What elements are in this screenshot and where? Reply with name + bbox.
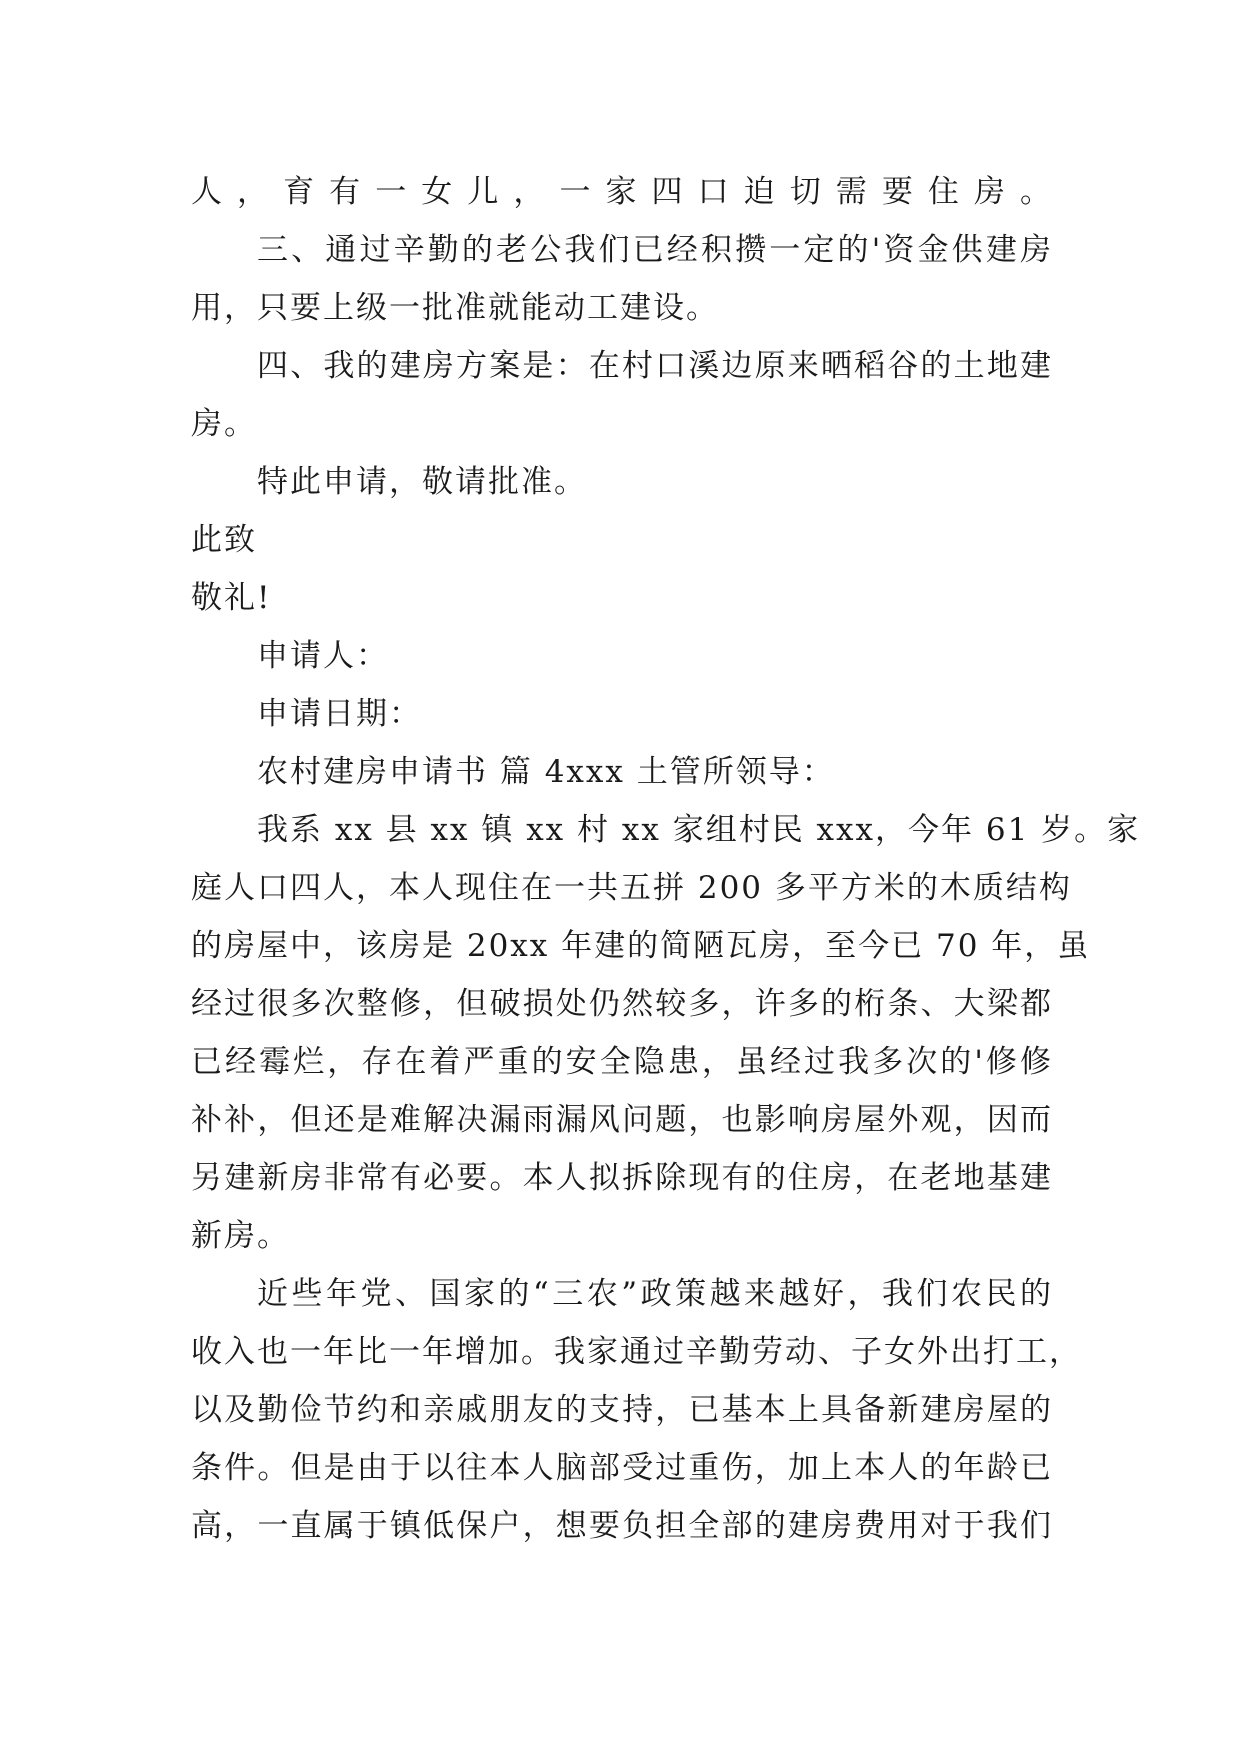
text-line: 高，一直属于镇低保户，想要负担全部的建房费用对于我们: [191, 1508, 1053, 1544]
text-line: 已经霉烂，存在着严重的安全隐患，虽经过我多次的'修修: [191, 1044, 1053, 1080]
text-line: 经过很多次整修，但破损处仍然较多，许多的桁条、大梁都: [191, 986, 1053, 1022]
text-line: 特此申请，敬请批准。: [257, 464, 587, 500]
text-line: 补补，但还是难解决漏雨漏风问题，也影响房屋外观，因而: [191, 1102, 1053, 1138]
text-line: 房。: [191, 406, 257, 442]
text-line: 的房屋中，该房是 20xx 年建的简陋瓦房，至今已 70 年，虽: [191, 928, 1091, 964]
text-line: 以及勤俭节约和亲戚朋友的支持，已基本上具备新建房屋的: [191, 1392, 1053, 1428]
closing-line: 此致: [191, 522, 257, 558]
text-line: 近些年党、国家的“三农”政策越来越好，我们农民的: [257, 1276, 1053, 1312]
text-line: 另建新房非常有必要。本人拟拆除现有的住房，在老地基建: [191, 1160, 1053, 1196]
text-line: 收入也一年比一年增加。我家通过辛勤劳动、子女外出打工，: [191, 1334, 1082, 1370]
applicant-label: 申请人：: [257, 638, 389, 674]
text-line: 三、通过辛勤的老公我们已经积攒一定的'资金供建房: [257, 232, 1053, 268]
closing-line: 敬礼!: [191, 580, 272, 616]
text-line: 我系 xx 县 xx 镇 xx 村 xx 家组村民 xxx，今年 61 岁。家: [257, 812, 1141, 848]
text-line: 庭人口四人，本人现住在一共五拼 200 多平方米的木质结构: [191, 870, 1072, 906]
application-date-label: 申请日期：: [257, 696, 422, 732]
text-line: 新房。: [191, 1218, 290, 1254]
section-heading: 农村建房申请书 篇 4xxx 土管所领导：: [257, 754, 835, 790]
text-line: 四、我的建房方案是：在村口溪边原来晒稻谷的土地建: [257, 348, 1053, 384]
document-body: [191, 163, 1141, 1555]
text-line: 条件。但是由于以往本人脑部受过重伤，加上本人的年龄已: [191, 1450, 1053, 1486]
text-line: 用，只要上级一批准就能动工建设。: [191, 290, 719, 326]
text-line: 人，育有一女儿，一家四口迫切需要住房。: [191, 174, 1053, 210]
